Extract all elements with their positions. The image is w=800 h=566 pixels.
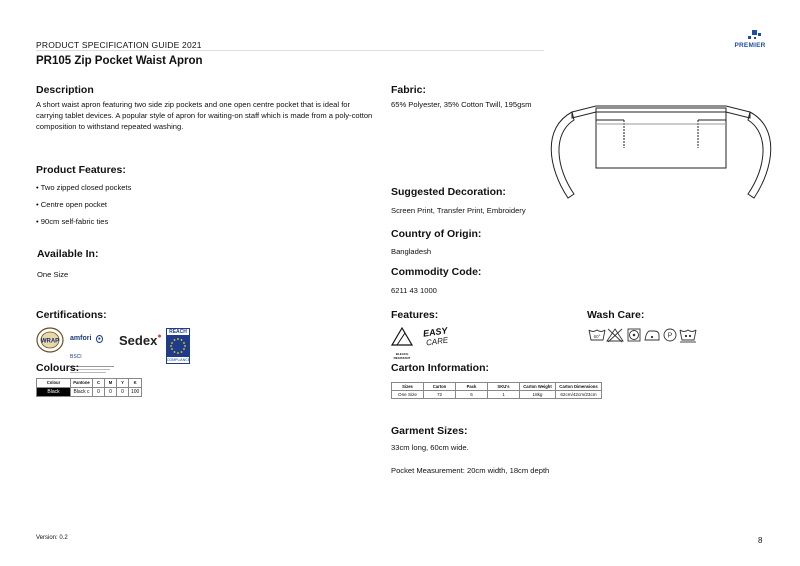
- fabric-text: 65% Polyester, 35% Cotton Twill, 195gsm: [391, 100, 532, 109]
- bleach-resistant-icon: [389, 325, 415, 360]
- decoration-heading: Suggested Decoration:: [391, 186, 506, 198]
- reach-logo: [166, 328, 190, 364]
- decoration-text: Screen Print, Transfer Print, Embroidery: [391, 206, 526, 215]
- page-title: PR105 Zip Pocket Waist Apron: [36, 55, 203, 67]
- origin-text: Bangladesh: [391, 247, 432, 256]
- wash-60-icon: [589, 330, 605, 340]
- sedex-text: Sedex: [119, 333, 158, 348]
- col-header: Pack: [456, 383, 488, 391]
- description-heading: Description: [36, 84, 94, 96]
- reach-text: REACH: [167, 329, 189, 335]
- colour-swatch-black: Black: [37, 387, 71, 396]
- wash-care-heading: Wash Care:: [587, 309, 645, 321]
- table-row: [392, 391, 602, 399]
- amfori-text: amfori: [70, 335, 92, 342]
- carton-table: [391, 382, 602, 399]
- commodity-text: 6211 43 1000: [391, 286, 437, 295]
- carton-heading: Carton Information:: [391, 362, 489, 374]
- description-text: A short waist apron featuring two side zip pockets and one open centre pocket that is ideal for carrying tablet devices. A popular style of apron for waiting-on staff which is made from a poly-cotton composition to withstand repeated washing.: [36, 100, 373, 131]
- certifications-heading: Certifications:: [36, 309, 107, 321]
- wrap-logo: [36, 327, 64, 353]
- amfori-logo: amfori ● BSCI: [70, 327, 116, 353]
- logo-text: PREMIER: [734, 42, 766, 49]
- col-header: Sizes: [392, 383, 424, 391]
- fabric-heading: Fabric:: [391, 84, 427, 96]
- features-heading: Features:: [391, 309, 439, 321]
- easy-care-icon: [423, 327, 448, 346]
- table-cell: 0: [117, 387, 129, 396]
- table-cell: 18kg: [520, 391, 556, 399]
- bsci-text: BSCI: [70, 354, 82, 360]
- col-header: M: [105, 379, 117, 388]
- table-cell: 0: [105, 387, 117, 396]
- col-header: Carton Dimensions: [556, 383, 602, 391]
- available-text: One Size: [37, 270, 69, 279]
- table-cell: 0: [93, 387, 105, 396]
- compliance-text: COMPLIANCE: [167, 358, 191, 362]
- easy-text: EASY: [422, 325, 449, 339]
- table-row: [37, 387, 142, 396]
- col-header: Pantone: [71, 379, 93, 388]
- table-cell: 1: [488, 391, 520, 399]
- col-header: C: [93, 379, 105, 388]
- carton-header-row: [392, 383, 602, 391]
- table-cell: 62cm/42cm/23cm: [556, 391, 602, 399]
- table-cell: Black c: [71, 387, 93, 396]
- feature-item: • 90cm self-fabric ties: [36, 217, 109, 226]
- page-number: 8: [758, 536, 763, 545]
- header-divider: [36, 50, 544, 51]
- product-features-heading: Product Features:: [36, 164, 126, 176]
- commodity-heading: Commodity Code:: [391, 266, 482, 278]
- colours-table: [36, 378, 142, 397]
- col-header: Y: [117, 379, 129, 388]
- origin-heading: Country of Origin:: [391, 228, 482, 240]
- col-header: Colour: [37, 379, 71, 388]
- svg-text:P: P: [667, 332, 673, 340]
- col-header: Carton: [424, 383, 456, 391]
- version-label: Version: 0.2: [36, 535, 68, 541]
- premier-logo: [730, 30, 770, 49]
- wash-care-symbols: [588, 326, 716, 344]
- garment-size-line: 33cm long, 60cm wide.: [391, 443, 469, 452]
- col-header: Carton Weight: [520, 383, 556, 391]
- feature-item: • Two zipped closed pockets: [36, 183, 132, 192]
- svg-text:60°: 60°: [593, 334, 601, 339]
- wash-icon: [680, 330, 696, 342]
- colours-header-row: [37, 379, 142, 388]
- col-header: K: [129, 379, 142, 388]
- logo-squares: [730, 30, 770, 42]
- bleach-label: BLEACH RESISTANT: [393, 352, 411, 360]
- table-cell: One Size: [392, 391, 424, 399]
- pocket-measurement: Pocket Measurement: 20cm width, 18cm depth: [391, 466, 550, 475]
- do-not-bleach-icon: [607, 329, 623, 342]
- eu-flag: [167, 335, 189, 357]
- garment-sizes-heading: Garment Sizes:: [391, 425, 468, 437]
- table-cell: 72: [424, 391, 456, 399]
- table-cell: 6: [456, 391, 488, 399]
- colours-heading: Colours:: [36, 362, 80, 374]
- dry-clean-icon: [664, 329, 676, 341]
- apron-illustration: [550, 98, 775, 204]
- table-cell: 100: [129, 387, 142, 396]
- col-header: SKU's: [488, 383, 520, 391]
- guide-title: PRODUCT SPECIFICATION GUIDE 2021: [36, 40, 202, 50]
- iron-icon: [645, 331, 659, 340]
- wrap-logo-text: WRAP: [40, 338, 60, 345]
- available-heading: Available In:: [37, 248, 99, 260]
- care-text: CARE: [425, 335, 449, 348]
- sedex-logo: Sedex●: [119, 333, 162, 348]
- tumble-dry-icon: [628, 329, 640, 341]
- feature-item: • Centre open pocket: [36, 200, 108, 209]
